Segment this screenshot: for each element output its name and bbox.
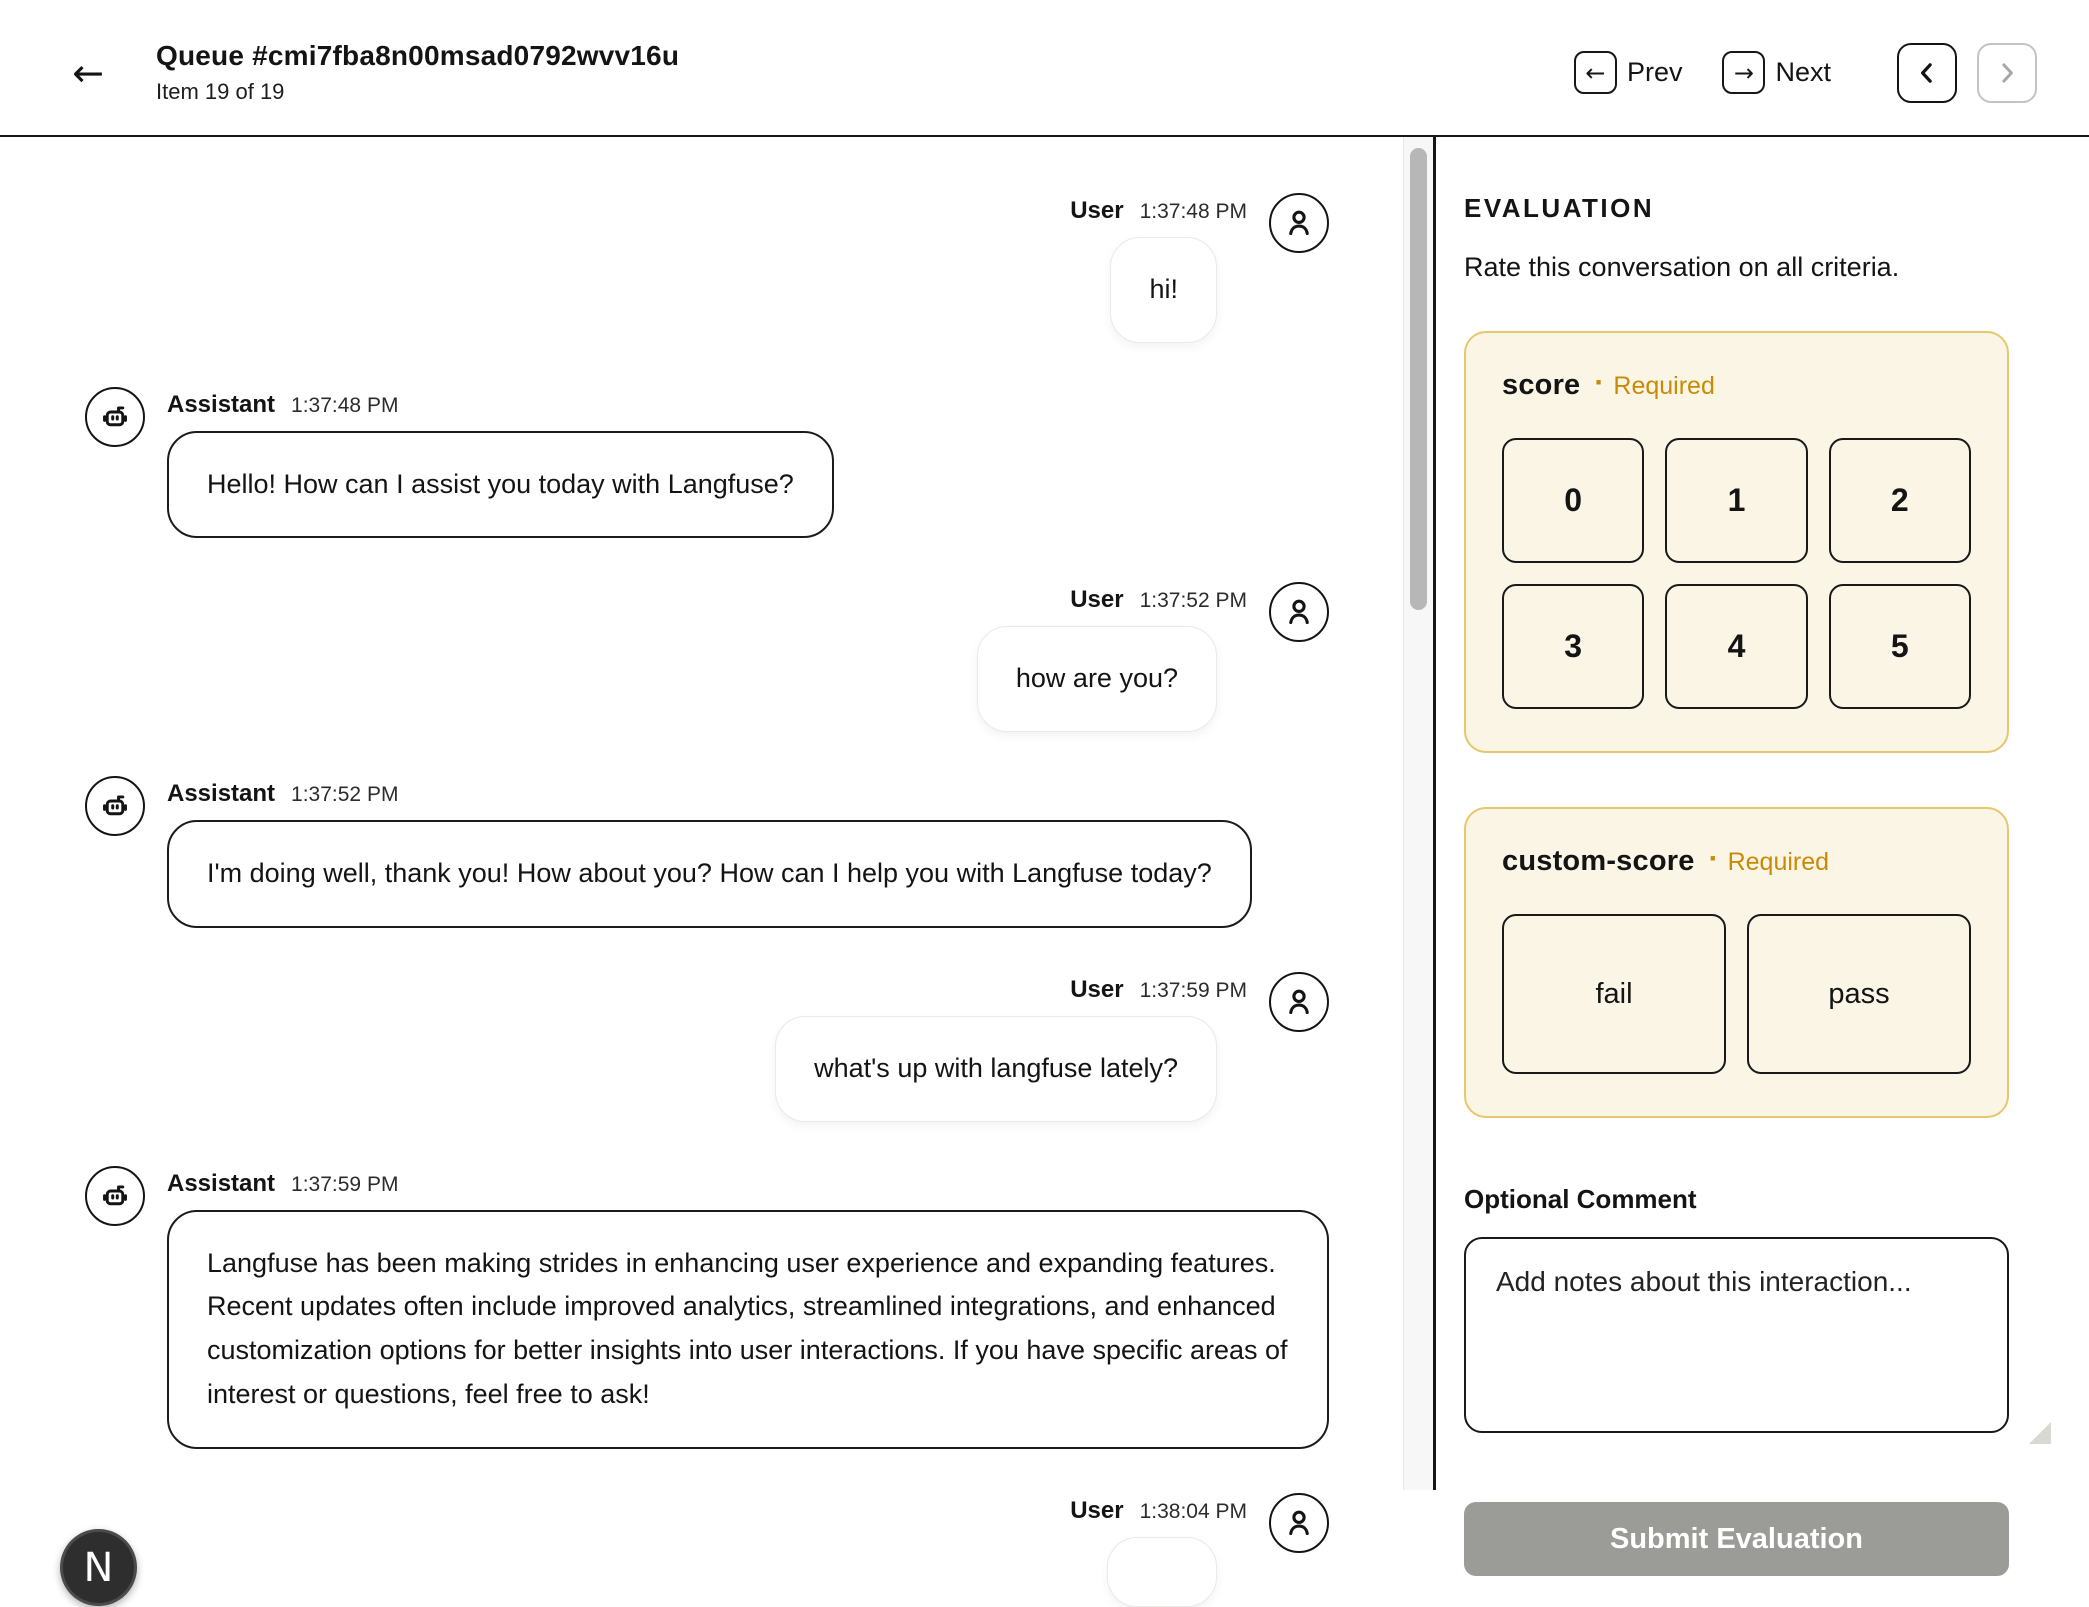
- user-avatar-icon: [1269, 582, 1329, 642]
- option-button-3[interactable]: 3: [1502, 584, 1644, 709]
- bot-avatar-icon: [85, 776, 145, 836]
- message-meta: [1070, 1497, 1247, 1525]
- chat-message: [85, 776, 1329, 928]
- message-timestamp: 1:37:59 PM: [1139, 978, 1247, 1002]
- scrollbar-thumb[interactable]: [1410, 148, 1427, 610]
- user-avatar-icon: [1269, 1493, 1329, 1553]
- chat-message: [85, 387, 1329, 539]
- required-label: Required: [1613, 372, 1715, 400]
- prev-button[interactable]: [1574, 51, 1617, 94]
- collapse-panel-left-button[interactable]: [1897, 43, 1957, 103]
- chat-messages: [85, 193, 1329, 1607]
- criterion-options: [1502, 438, 1971, 709]
- evaluation-subheading: Rate this conversation on all criteria.: [1464, 252, 1900, 282]
- chat-message: [85, 193, 1329, 343]
- message-timestamp: 1:37:59 PM: [291, 1172, 399, 1196]
- next-button[interactable]: [1722, 51, 1765, 94]
- criterion-card: [1464, 807, 2009, 1118]
- message-timestamp: 1:37:52 PM: [1139, 589, 1247, 613]
- message-timestamp: 1:37:48 PM: [291, 393, 399, 417]
- chevron-right-icon: [1992, 58, 2022, 88]
- message-meta: [167, 391, 398, 419]
- required-label: Required: [1727, 848, 1830, 876]
- message-timestamp: 1:37:52 PM: [291, 783, 399, 807]
- arrow-right-icon: →: [1733, 58, 1755, 87]
- main-split: [0, 137, 2089, 1591]
- message-bubble: hi!: [1110, 237, 1217, 343]
- next-label: Next: [1775, 57, 1831, 87]
- message-bubble: Hello! How can I assist you today with Langfuse?: [167, 431, 834, 539]
- message-timestamp: 1:37:48 PM: [1139, 200, 1247, 223]
- option-button-0[interactable]: 0: [1502, 438, 1644, 563]
- collapse-panel-right-button[interactable]: [1977, 43, 2037, 103]
- criterion-name: custom-score: [1502, 845, 1695, 877]
- header-actions: [1534, 43, 2037, 103]
- evaluation-panel: [1436, 137, 2089, 1555]
- message-role: User: [1070, 197, 1124, 224]
- option-button-1[interactable]: 1: [1665, 438, 1807, 563]
- message-timestamp: 1:38:04 PM: [1139, 1499, 1247, 1523]
- bot-avatar-icon: [85, 1166, 145, 1226]
- message-meta: [1070, 976, 1247, 1004]
- option-button-2[interactable]: 2: [1829, 438, 1971, 563]
- message-role: Assistant: [167, 390, 276, 418]
- option-button-4[interactable]: 4: [1665, 584, 1807, 709]
- chat-message: [85, 582, 1329, 732]
- criteria-list: [1464, 331, 2009, 1118]
- message-bubble: I'm doing well, thank you! How about you? How can I help you with Langfuse today?: [167, 820, 1252, 928]
- criterion-name: score: [1502, 369, 1581, 401]
- message-role: User: [1070, 975, 1124, 1003]
- message-role: User: [1070, 1496, 1124, 1524]
- user-avatar-icon: [1269, 193, 1329, 253]
- bot-avatar-icon: [85, 387, 145, 447]
- message-bubble: [1107, 1537, 1217, 1607]
- user-avatar-icon: [1269, 972, 1329, 1032]
- evaluation-heading: EVALUATION: [1464, 193, 1655, 223]
- required-badge: · Required: [1708, 842, 1830, 876]
- message-bubble: Langfuse has been making strides in enhancing user experience and expanding features. Recent updates often include improved analytics, streamlined integrations, and enhanced customization options for better insights into user interactions. If you have specific areas of interest or questions, feel free to ask!: [167, 1210, 1329, 1449]
- message-role: Assistant: [167, 780, 276, 808]
- criterion-title-row: [1502, 366, 1971, 402]
- chat-scrollbar[interactable]: [1403, 137, 1433, 1490]
- chat-message: [85, 1493, 1329, 1607]
- criterion-card: [1464, 331, 2009, 753]
- chat-message: [85, 972, 1329, 1122]
- next-group: [1722, 51, 1831, 94]
- message-meta: [1070, 197, 1247, 225]
- queue-title: Queue #cmi7fba8n00msad0792wvv16u: [156, 40, 680, 71]
- resize-grip-icon[interactable]: [2029, 1422, 2051, 1444]
- message-meta: [167, 780, 398, 808]
- message-bubble: how are you?: [977, 626, 1217, 732]
- message-meta: [167, 1170, 398, 1198]
- conversation-pane: [0, 137, 1403, 1591]
- message-role: User: [1070, 586, 1124, 614]
- message-meta: [1070, 586, 1247, 614]
- back-button[interactable]: [64, 49, 112, 97]
- message-role: Assistant: [167, 1169, 276, 1197]
- queue-title-block: [156, 40, 679, 105]
- chat-message: [85, 1166, 1329, 1449]
- arrow-left-icon: ←: [72, 50, 104, 95]
- top-header: [0, 0, 2089, 137]
- queue-item-counter: Item 19 of 19: [156, 79, 285, 104]
- criterion-title-row: [1502, 842, 1971, 878]
- required-badge: · Required: [1594, 366, 1715, 400]
- chevron-left-icon: [1912, 58, 1942, 88]
- comment-label: Optional Comment: [1464, 1184, 1697, 1214]
- nextjs-dev-badge[interactable]: [60, 1529, 137, 1606]
- comment-textarea[interactable]: [1464, 1237, 2009, 1433]
- criterion-options: [1502, 914, 1971, 1074]
- submit-evaluation-button[interactable]: Submit Evaluation: [1464, 1502, 2009, 1576]
- option-button-pass[interactable]: pass: [1747, 914, 1971, 1074]
- arrow-left-icon: ←: [1585, 58, 1606, 87]
- option-button-5[interactable]: 5: [1829, 584, 1971, 709]
- option-button-fail[interactable]: fail: [1502, 914, 1726, 1074]
- nextjs-n-icon: N: [83, 1544, 114, 1591]
- prev-group: [1574, 51, 1683, 94]
- prev-label: Prev: [1626, 57, 1683, 87]
- message-bubble: what's up with langfuse lately?: [775, 1016, 1217, 1122]
